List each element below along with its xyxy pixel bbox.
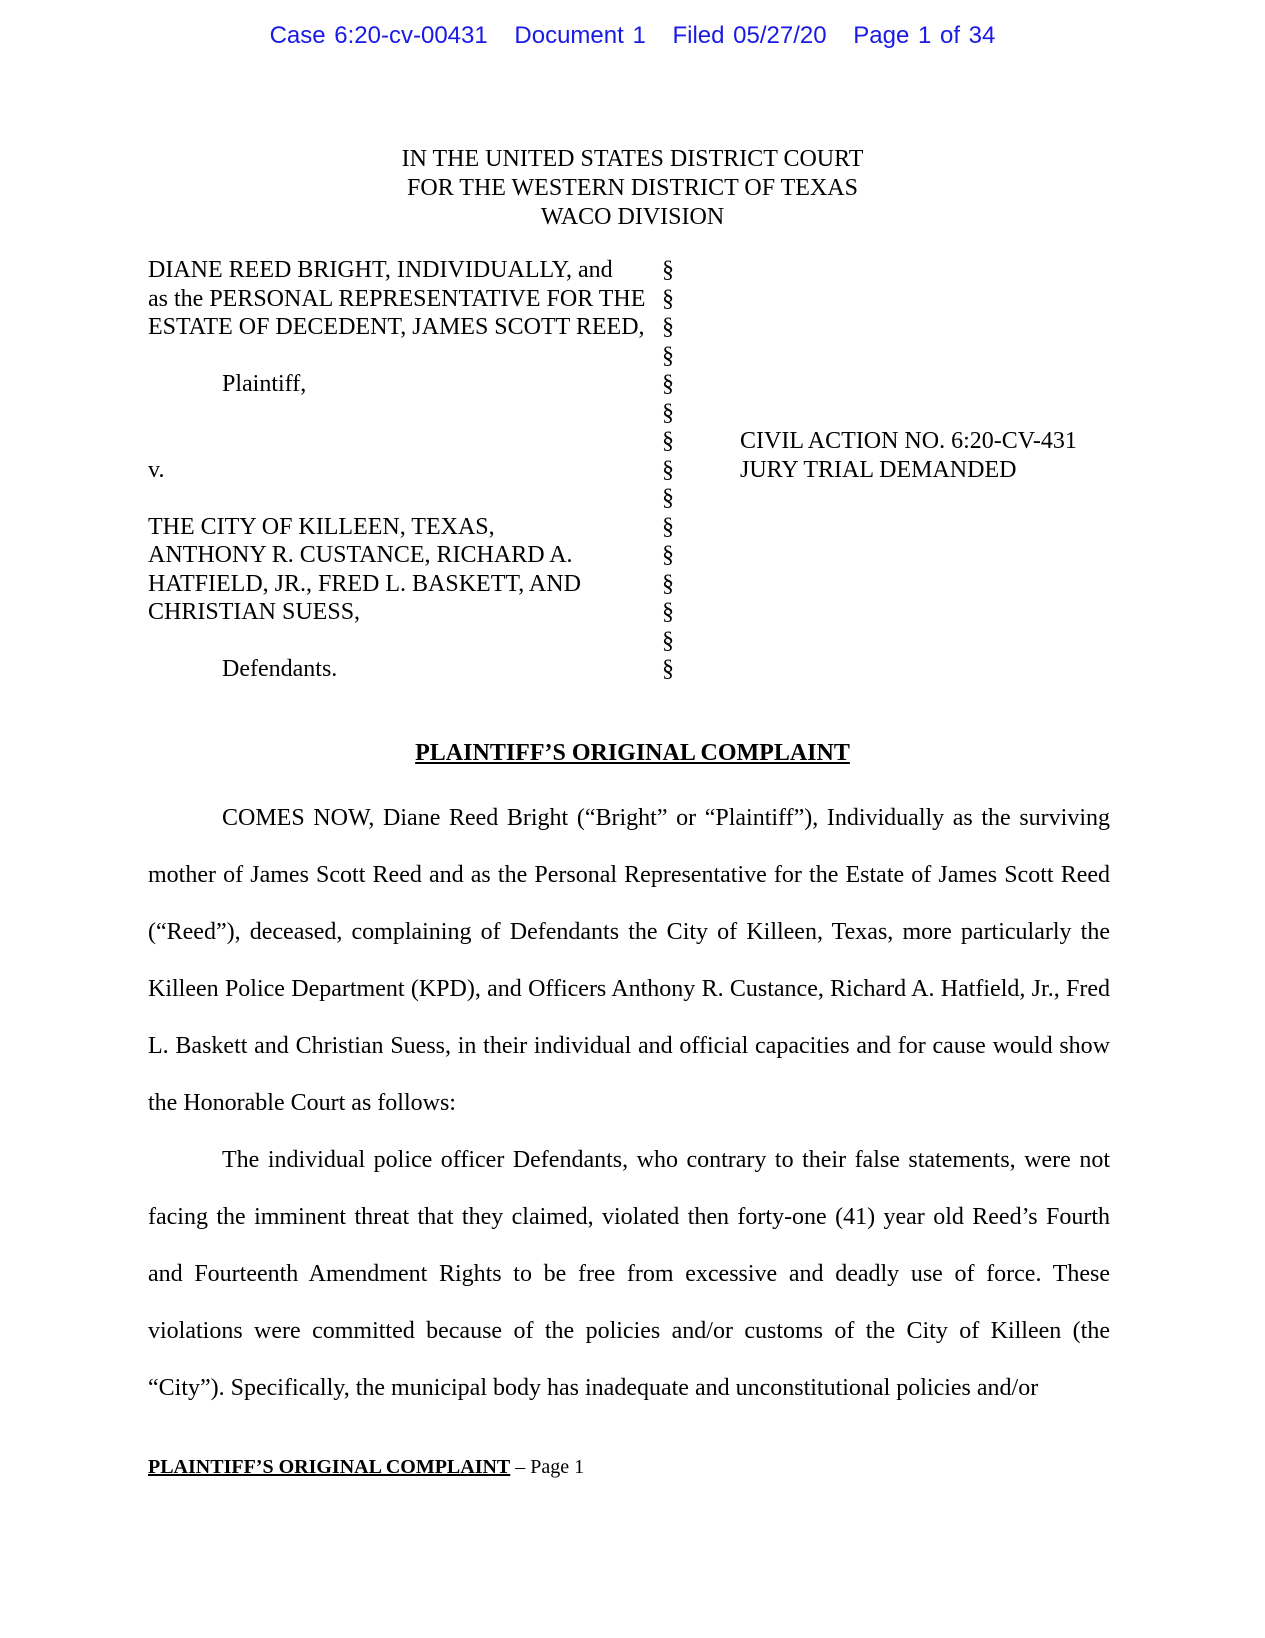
jury-demand: JURY TRIAL DEMANDED	[740, 456, 1017, 483]
section-symbol: §	[662, 399, 674, 426]
court-heading	[0, 145, 1265, 232]
civil-action-block	[740, 427, 1077, 484]
court-line-2: FOR THE WESTERN DISTRICT OF TEXAS	[407, 175, 858, 201]
defendant-line: THE CITY OF KILLEEN, TEXAS,	[148, 513, 495, 540]
section-symbol: §	[662, 485, 674, 511]
versus: v.	[148, 456, 165, 483]
section-symbol: §	[662, 656, 674, 682]
section-symbol: §	[662, 428, 674, 454]
section-symbol: §	[662, 285, 674, 312]
page-count: Page 1 of 34	[853, 22, 996, 49]
document-title	[0, 740, 1265, 767]
civil-action-number: CIVIL ACTION NO. 6:20-CV-431	[740, 428, 1077, 454]
section-symbol: §	[662, 371, 674, 397]
footer-title: PLAINTIFF’S ORIGINAL COMPLAINT	[148, 1456, 511, 1478]
defendant-role: Defendants.	[222, 656, 338, 682]
section-symbol: §	[662, 542, 674, 568]
plaintiff-role: Plaintiff,	[222, 371, 307, 397]
section-symbol: §	[662, 513, 674, 540]
document-title-text: PLAINTIFF’S ORIGINAL COMPLAINT	[415, 740, 850, 766]
section-symbol: §	[662, 627, 674, 654]
plaintiff-line: as the PERSONAL REPRESENTATIVE FOR THE	[148, 285, 646, 312]
complaint-body	[148, 790, 1110, 1417]
footer-page: – Page 1	[510, 1456, 585, 1478]
court-line-1: IN THE UNITED STATES DISTRICT COURT	[401, 146, 864, 172]
defendant-line: ANTHONY R. CUSTANCE, RICHARD A.	[148, 542, 573, 568]
defendant-line: HATFIELD, JR., FRED L. BASKETT, AND	[148, 570, 581, 597]
paragraph: COMES NOW, Diane Reed Bright (“Bright” or “Plaintiff”), Individually as the surviving mother of James Scott Reed and as the Personal Representative for the Estate of James Scott Reed (“Reed”), deceased, complaining of Defendants the City of Killeen, Texas, more particularly the Killeen Police Department (KPD), and Officers Anthony R. Custance, Richard A. Hatfield, Jr., Fred L. Baskett and Christian Suess, in their individual and official capacities and for cause would show the Honorable Court as follows:	[148, 805, 1110, 1116]
case-number: Case 6:20-cv-00431	[269, 22, 488, 49]
section-symbol: §	[662, 456, 674, 483]
case-caption	[148, 256, 668, 684]
filed-date: Filed 05/27/20	[672, 22, 827, 49]
section-symbol: §	[662, 257, 674, 283]
plaintiff-line: ESTATE OF DECEDENT, JAMES SCOTT REED,	[148, 314, 645, 340]
section-symbol: §	[662, 342, 674, 369]
page-footer	[148, 1456, 584, 1479]
defendant-line: CHRISTIAN SUESS,	[148, 599, 361, 625]
plaintiff-line: DIANE REED BRIGHT, INDIVIDUALLY, and	[148, 257, 613, 283]
section-symbol-column	[662, 256, 674, 684]
document-number: Document 1	[514, 22, 646, 49]
paragraph: The individual police officer Defendants, who contrary to their false statements, were not facing the imminent threat that they claimed, violated then forty-one (41) year old Reed’s Fourth and Fourteenth Amendment Rights to be free from excessive and deadly use of force. These violations were committed because of the policies and/or customs of the City of Killeen (the “City”). Specifically, the municipal body has inadequate and unconstitutional policies and/or	[148, 1147, 1110, 1401]
ecf-filing-header	[0, 22, 1265, 50]
court-line-3: WACO DIVISION	[540, 204, 725, 230]
section-symbol: §	[662, 570, 674, 597]
section-symbol: §	[662, 599, 674, 625]
section-symbol: §	[662, 314, 674, 340]
